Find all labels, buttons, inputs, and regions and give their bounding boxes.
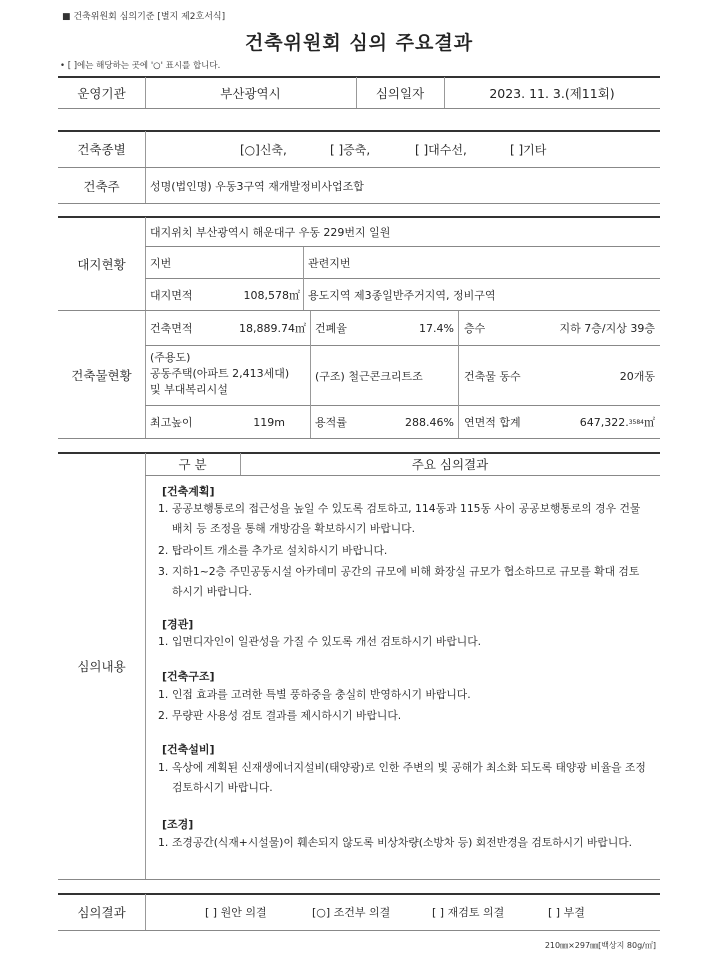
list-item: [158, 562, 648, 602]
site-label: 대지현황: [77, 256, 126, 272]
owner-label: 건축주: [83, 178, 120, 194]
paper-spec: 210㎜×297㎜[백상지 80g/㎡]: [544, 941, 656, 950]
item-text: 옥상에 계획된 신재생에너지설비(태양광)로 인한 주변의 빛 공해가 최소화 되도록 태양광 비율을 조정 검토하시기 바랍니다.: [172, 761, 646, 794]
item-number: 1.: [158, 836, 169, 849]
item-number: 1.: [158, 635, 169, 648]
item-text: 탑라이트 개소를 추가로 설치하시기 바랍니다.: [172, 544, 388, 557]
result-original-approval[interactable]: [ ] 원안 의결: [205, 906, 267, 919]
section-title-architecture: [건축계획]: [162, 485, 215, 498]
divider: [58, 879, 660, 880]
divider: [58, 203, 660, 204]
review-col-result: 주요 심의결과: [411, 457, 489, 472]
item-text: 무량판 사용성 검토 결과를 제시하시기 바랍니다.: [172, 709, 402, 722]
building-type-extension[interactable]: [ ]증축,: [330, 142, 371, 157]
list-item: [158, 499, 648, 539]
divider: [145, 246, 660, 247]
item-number: 2.: [158, 544, 169, 557]
coverage-value: 17.4%: [419, 321, 454, 335]
item-text: 공공보행통로의 접근성을 높일 수 있도록 검토하고, 114동과 115동 사이 공공보행통로의 경우 건물 배치 등 조정을 통해 개방감을 확보하시기 바랍니다.: [172, 502, 641, 535]
total-area-number: 647,322.: [579, 415, 629, 429]
section-title-equipment: [건축설비]: [162, 743, 215, 756]
total-area-label: 연면적 합계: [464, 416, 521, 429]
review-result-label: 심의결과: [77, 905, 126, 920]
building-type-other[interactable]: [ ]기타: [510, 142, 547, 157]
list-item: [158, 833, 648, 853]
related-lot-label: 관련지번: [308, 256, 351, 270]
page-title: 건축위원회 심의 주요결과: [244, 32, 474, 54]
divider: [145, 475, 660, 476]
operator-value: 부산광역시: [220, 85, 281, 101]
divider: [58, 108, 660, 109]
item-number: 2.: [158, 709, 169, 722]
item-number: 3.: [158, 565, 169, 578]
height-value: 119m: [253, 415, 285, 429]
form-note: • [ ]에는 해당하는 곳에 '○' 표시를 합니다.: [60, 61, 221, 71]
date-value: 2023. 11. 3.(제11회): [489, 85, 615, 101]
result-re-review[interactable]: [ ] 재검토 의결: [432, 906, 505, 919]
building-type-label: 건축종별: [77, 142, 126, 157]
main-use-line: 및 부대복리시설: [150, 383, 228, 396]
date-label: 심의일자: [375, 85, 425, 101]
section-title-landscape: [경관]: [162, 618, 194, 631]
total-area-value: [560, 406, 655, 438]
building-count-label: 건축물 동수: [464, 369, 521, 383]
section-title-structure: [건축구조]: [162, 670, 215, 683]
list-item: [158, 541, 648, 561]
divider: [310, 311, 311, 438]
list-item: [158, 706, 648, 726]
floors-label: 층수: [464, 322, 486, 335]
floor-area-value: 18,889.74㎡: [239, 322, 306, 335]
site-area-label: 대지면적: [150, 288, 193, 302]
floor-area-label: 건축면적: [150, 322, 193, 335]
height-label: 최고높이: [150, 416, 193, 429]
list-item: [158, 685, 648, 705]
site-area-value: 108,578㎡: [243, 288, 300, 302]
owner-value: 성명(법인명) 우동3구역 재개발정비사업조합: [150, 179, 364, 193]
divider: [58, 930, 660, 931]
section-title-landscaping: [조경]: [162, 818, 194, 831]
building-type-renovation[interactable]: [ ]대수선,: [415, 142, 467, 157]
far-value: 288.46%: [405, 415, 454, 429]
building-type-new[interactable]: [○]신축,: [240, 142, 287, 157]
lot-label: 지번: [150, 256, 172, 270]
building-count-value: 20개동: [619, 369, 655, 383]
review-col-category: 구 분: [178, 457, 207, 472]
item-text: 조경공간(식재+시설물)이 훼손되지 않도록 비상차량(소방차 등) 회전반경을 검토하시기 바랍니다.: [172, 836, 633, 849]
divider: [458, 311, 459, 438]
item-number: 1.: [158, 502, 169, 515]
result-rejection[interactable]: [ ] 부결: [548, 906, 585, 919]
main-use: [150, 350, 289, 398]
item-number: 1.: [158, 688, 169, 701]
operator-label: 운영기관: [77, 85, 126, 101]
divider: [145, 894, 146, 930]
structure-value: (구조) 철근콘크리트조: [315, 369, 423, 383]
floors-value: 지하 7층/지상 39층: [559, 322, 655, 335]
site-location: 대지위치 부산광역시 해운대구 우동 229번지 일원: [150, 225, 391, 239]
item-text: 입면디자인이 일관성을 가질 수 있도록 개선 검토하시기 바랍니다.: [172, 635, 482, 648]
coverage-label: 건폐율: [315, 322, 347, 335]
divider: [303, 247, 304, 310]
building-status-label: 건축물현황: [71, 367, 132, 383]
total-area-decimal: 3584: [628, 418, 644, 426]
result-conditional-approval[interactable]: [○] 조건부 의결: [312, 906, 391, 919]
divider: [58, 438, 660, 439]
main-use-line: (주용도): [150, 351, 191, 364]
item-text: 인접 효과를 고려한 특별 풍하중을 충실히 반영하시기 바랍니다.: [172, 688, 471, 701]
list-item: [158, 758, 648, 798]
zone-value: 용도지역 제3종일반주거지역, 정비구역: [308, 288, 496, 302]
item-text: 지하1~2층 주민공동시설 아카데미 공간의 규모에 비해 화장실 규모가 협소하므로 규모를 확대 검토하시기 바랍니다.: [172, 565, 640, 598]
list-item: [158, 632, 648, 652]
total-area-unit: ㎡: [644, 416, 655, 429]
item-number: 1.: [158, 761, 169, 774]
main-use-line: 공동주택(아파트 2,413세대): [150, 367, 290, 380]
form-id: ■ 건축위원회 심의기준 [별지 제2호서식]: [62, 12, 226, 22]
review-content-label: 심의내용: [77, 659, 126, 674]
divider: [145, 453, 146, 879]
far-label: 용적률: [315, 416, 347, 429]
